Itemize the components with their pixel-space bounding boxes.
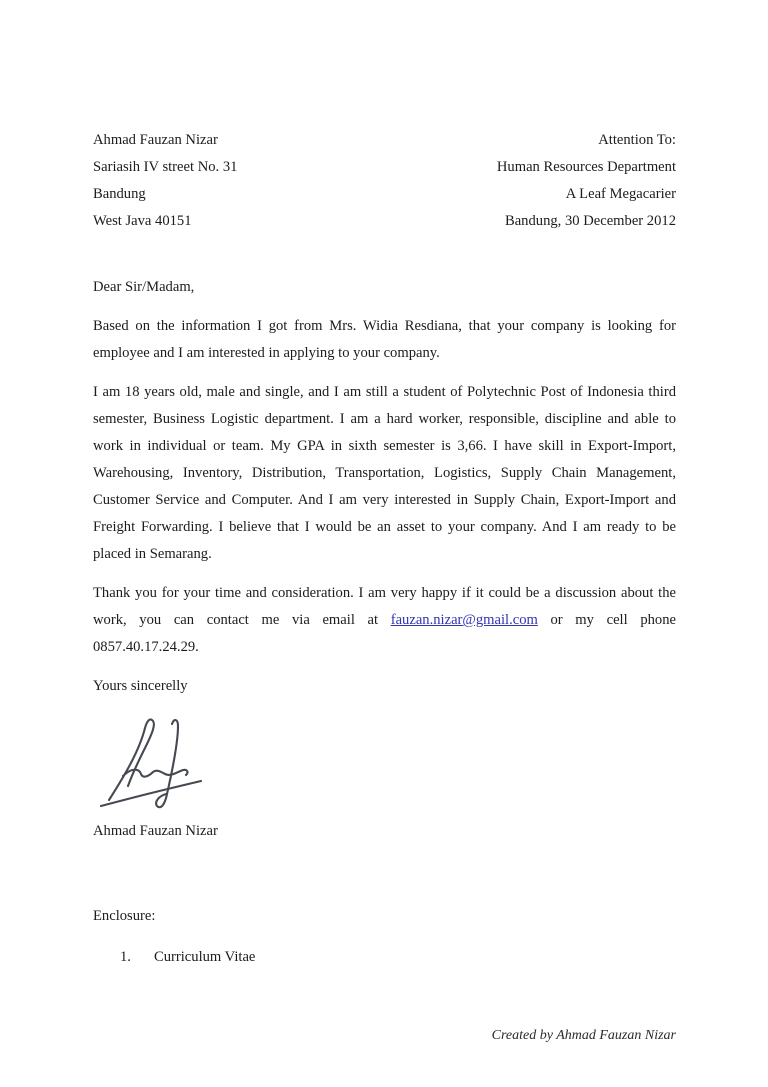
enclosure-item-text: Curriculum Vitae bbox=[154, 949, 256, 965]
signature-name: Ahmad Fauzan Nizar bbox=[93, 823, 218, 839]
attention-label: Attention To: bbox=[598, 132, 676, 148]
recipient-department: Human Resources Department bbox=[496, 159, 676, 175]
handwritten-signature-image bbox=[95, 712, 207, 812]
sender-region: West Java 40151 bbox=[93, 213, 192, 229]
salutation: Dear Sir/Madam, bbox=[93, 279, 195, 295]
sender-name: Ahmad Fauzan Nizar bbox=[93, 132, 218, 148]
recipient-block bbox=[497, 127, 676, 235]
letter-head bbox=[93, 127, 676, 235]
paragraph-qualifications: I am 18 years old, male and single, and I am still a student of Polytechnic Post of Indonesia third semester, Business Logistic department. I am a hard worker, responsible, discipline and able to work in individual or team. My GPA in sixth semester is 3,66. I have skill in Export-Import, Warehousing, Inventory, Distribution, Transportation, Logistics, Supply Chain Management, Customer Service and Computer. And I am very interested in Supply Chain, Export-Import and Freight Forwarding. I believe that I would be an asset to your company. And I am ready to be placed in Semarang. bbox=[93, 384, 676, 562]
enclosure-label: Enclosure: bbox=[93, 908, 156, 924]
footer-credit: Created by Ahmad Fauzan Nizar bbox=[491, 1028, 676, 1043]
recipient-company: A Leaf Megacarier bbox=[565, 186, 676, 202]
enclosure-item bbox=[120, 944, 676, 971]
paragraph-thanks bbox=[93, 580, 676, 661]
enclosure-list bbox=[120, 944, 676, 971]
email-link[interactable]: fauzan.nizar@gmail.com bbox=[390, 612, 538, 628]
sender-city: Bandung bbox=[93, 186, 146, 202]
letter-date: Bandung, 30 December 2012 bbox=[504, 213, 676, 229]
letter-content bbox=[93, 127, 676, 971]
enclosure-item-number: 1. bbox=[120, 949, 131, 965]
sender-street: Sariasih IV street No. 31 bbox=[93, 159, 238, 175]
thanks-text-after-email: or my cell phone 0857.40.17.24.29. bbox=[93, 612, 676, 655]
closing-phrase: Yours sincerelly bbox=[93, 678, 188, 694]
paragraph-introduction: Based on the information I got from Mrs. Widia Resdiana, that your company is looking for employee and I am interested in applying to your company. bbox=[93, 318, 676, 361]
sender-block bbox=[93, 127, 237, 235]
thanks-text-before-email: Thank you for your time and consideration. I am very happy if it could be a discussion about the work, you can contact me via email at bbox=[93, 585, 676, 628]
